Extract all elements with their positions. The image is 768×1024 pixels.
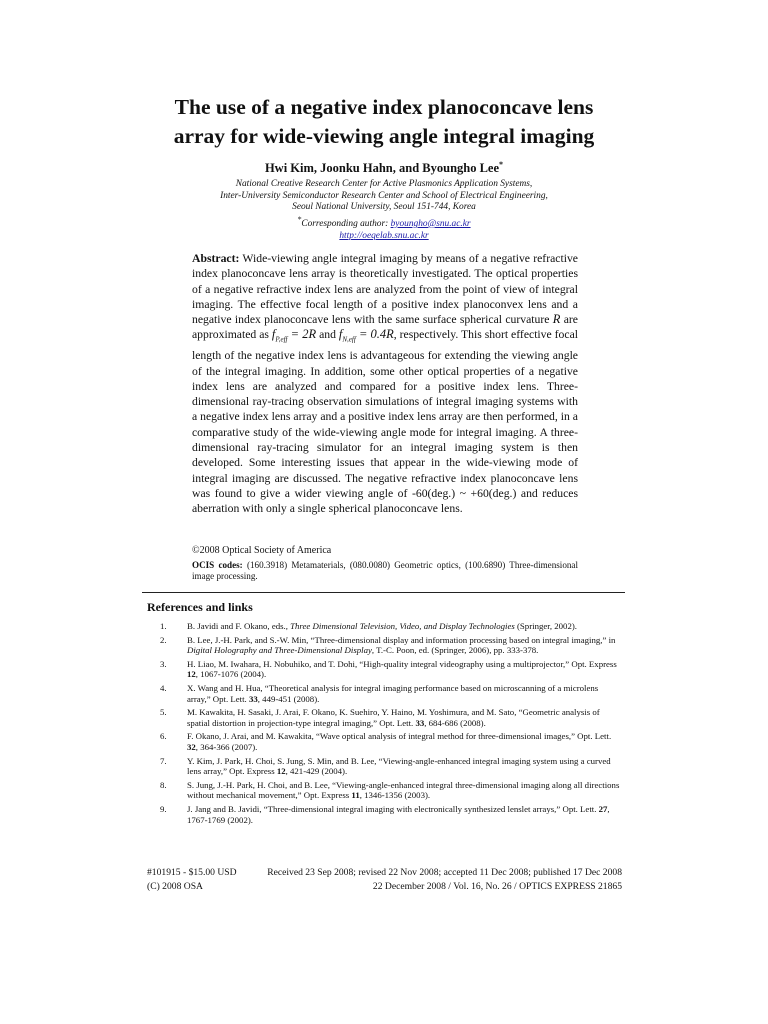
references-heading: References and links: [147, 600, 253, 614]
reference-list: [160, 621, 620, 828]
reference-item: [160, 707, 620, 728]
reference-number: 1.: [160, 621, 167, 631]
reference-text: X. Wang and H. Hua, “Theoretical analysis for integral imaging performance based on microscanning of a microlens array,” Opt. Lett. 33, 449-451 (2008).: [187, 682, 599, 704]
email-link[interactable]: byoungho@snu.ac.kr: [390, 218, 471, 229]
negative-focal-length: $f_{N,eff} = 0.4R$: [338, 327, 394, 344]
reference-text: M. Kawakita, H. Sasaki, J. Arai, F. Okano, K. Suehiro, Y. Haino, M. Yoshimura, and M. Sato, “Geometric analysis of spatial distortion in projection-type integral imaging,” Opt. Lett. 33, 684-686 (2008).: [187, 707, 600, 728]
reference-text: H. Liao, M. Iwahara, H. Nobuhiko, and T. Dohi, “High-quality integral videography using a multiprojector,” Opt. Express 12, 1067-1076 (2004).: [187, 658, 617, 680]
reference-text: S. Jung, J.-H. Park, H. Choi, and B. Lee, “Viewing-angle-enhanced integral three-dimensional imaging along all directions without mechanical movement,” Opt. Express 11, 1346-1356 (2003).: [187, 779, 620, 801]
abstract-text-3: and: [316, 328, 339, 342]
reference-text: B. Lee, J.-H. Park, and S.-W. Min, “Three-dimensional display and information processing based on integral imaging,” in Digital Holography and Three-Dimensional Display, T.-C. Poon, ed. (Springer, 2006), pp. 333-378.: [187, 634, 616, 656]
reference-item: [160, 780, 620, 801]
title-line-2: array for wide-viewing angle integral imaging: [173, 124, 595, 148]
reference-item: [160, 804, 620, 825]
footer-line-1: [147, 867, 622, 878]
copyright-notice: ©2008 Optical Society of America: [192, 545, 332, 556]
corresponding-author: [0, 214, 768, 231]
affiliation-block: [0, 179, 768, 242]
abstract-text-4: , respectively. This short effective focal length of the negative index lens is advantageous for extending the viewing angle of the integral imaging. In addition, some other optical properties of a negative index lens are analyzed and compared for a positive index lens. Three-dimensional ray-tracing observation simulations of integral imaging systems with a negative index lens array and a positive index lens array are then performed, in a comparative study of the wide-viewing angle mode for integral imaging. A three-dimensional ray-tracing simulator for an integral imaging system is then developed. Some interesting issues that appear in the wide-viewing mode of integral imaging are discussed. The negative refractive index planoconcave lens was found to give a wider viewing angle of -60(deg.) ~ +60(deg.) and reduces aberration with only a single spherical planoconcave lens.: [192, 328, 579, 516]
affiliation-line-1: National Creative Research Center for Active Plasmonics Application Systems,: [235, 179, 533, 189]
reference-item: [160, 683, 620, 704]
footer-line-2: [147, 881, 622, 892]
website-link[interactable]: http://oeqelab.snu.ac.kr: [339, 230, 429, 241]
abstract-label: Abstract:: [192, 252, 240, 265]
reference-number: 3.: [160, 658, 167, 669]
reference-number: 5.: [160, 707, 167, 718]
curvature-symbol: R: [552, 312, 561, 327]
abstract-text-2: are approximated as: [192, 313, 578, 342]
reference-text: F. Okano, J. Arai, and M. Kawakita, “Wave optical analysis of integral method for three-dimensional images,” Opt. Lett. 32, 364-366 (2007).: [187, 731, 612, 752]
abstract-text-1: Wide-viewing angle integral imaging by means of a negative refractive index planoconcave lens array is theoretically investigated. The optical properties of a negative refractive index lens are analyzed from the point of view of integral imaging. The effective focal length of a positive index planoconvex lens and a negative index planoconcave lens with the same surface spherical curvature: [192, 252, 578, 327]
affiliation-line-2: Inter-University Semiconductor Research Center and School of Electrical Engineering,: [220, 190, 548, 201]
reference-number: 2.: [160, 634, 167, 645]
section-divider: [142, 592, 625, 593]
reference-number: 6.: [160, 731, 167, 742]
abstract: [192, 251, 578, 517]
author-names: Hwi Kim, Joonku Hahn, and Byoungho Lee: [264, 161, 500, 176]
reference-text: Y. Kim, J. Park, H. Choi, S. Jung, S. Min, and B. Lee, “Viewing-angle-enhanced integral imaging system using a curved lens array,” Opt. Express 12, 421-429 (2004).: [187, 755, 611, 777]
reference-item: [160, 756, 620, 777]
reference-number: 9.: [160, 803, 167, 814]
reference-item: [160, 731, 620, 752]
corr-mark: *: [297, 214, 302, 224]
reference-item: [160, 621, 620, 632]
corr-label: Corresponding author:: [301, 218, 391, 229]
paper-title: [0, 93, 768, 151]
reference-text: J. Jang and B. Javidi, “Three-dimensional integral imaging with electronically synthesized lenslet arrays,” Opt. Lett. 27, 1767-1769 (2002).: [187, 803, 610, 825]
title-line-1: The use of a negative index planoconcave lens: [174, 95, 594, 119]
reference-number: 7.: [160, 755, 167, 766]
author-list: [0, 160, 768, 176]
ocis-codes: [192, 560, 578, 583]
reference-text: B. Javidi and F. Okano, eds., Three Dimensional Television, Video, and Display Technologies (Springer, 2002).: [187, 621, 577, 631]
publication-history: Received 23 Sep 2008; revised 22 Nov 2008; accepted 11 Dec 2008; published 17 Dec 2008: [267, 867, 622, 878]
reference-item: [160, 659, 620, 680]
reference-number: 8.: [160, 779, 167, 790]
reference-number: 4.: [160, 682, 167, 693]
ocis-text: (160.3918) Metamaterials, (080.0080) Geometric optics, (100.6890) Three-dimensional image processing.: [192, 560, 578, 582]
author-mark: *: [499, 160, 504, 169]
reference-item: [160, 635, 620, 656]
ocis-label: OCIS codes:: [192, 560, 243, 570]
article-code: #101915 - $15.00 USD: [147, 867, 237, 878]
positive-focal-length: $f_{P,eff} = 2R$: [271, 327, 317, 344]
journal-citation: 22 December 2008 / Vol. 16, No. 26 / OPTICS EXPRESS 21865: [372, 881, 622, 892]
affiliation-line-3: Seoul National University, Seoul 151-744, Korea: [292, 202, 476, 213]
osa-copyright: (C) 2008 OSA: [147, 881, 203, 892]
